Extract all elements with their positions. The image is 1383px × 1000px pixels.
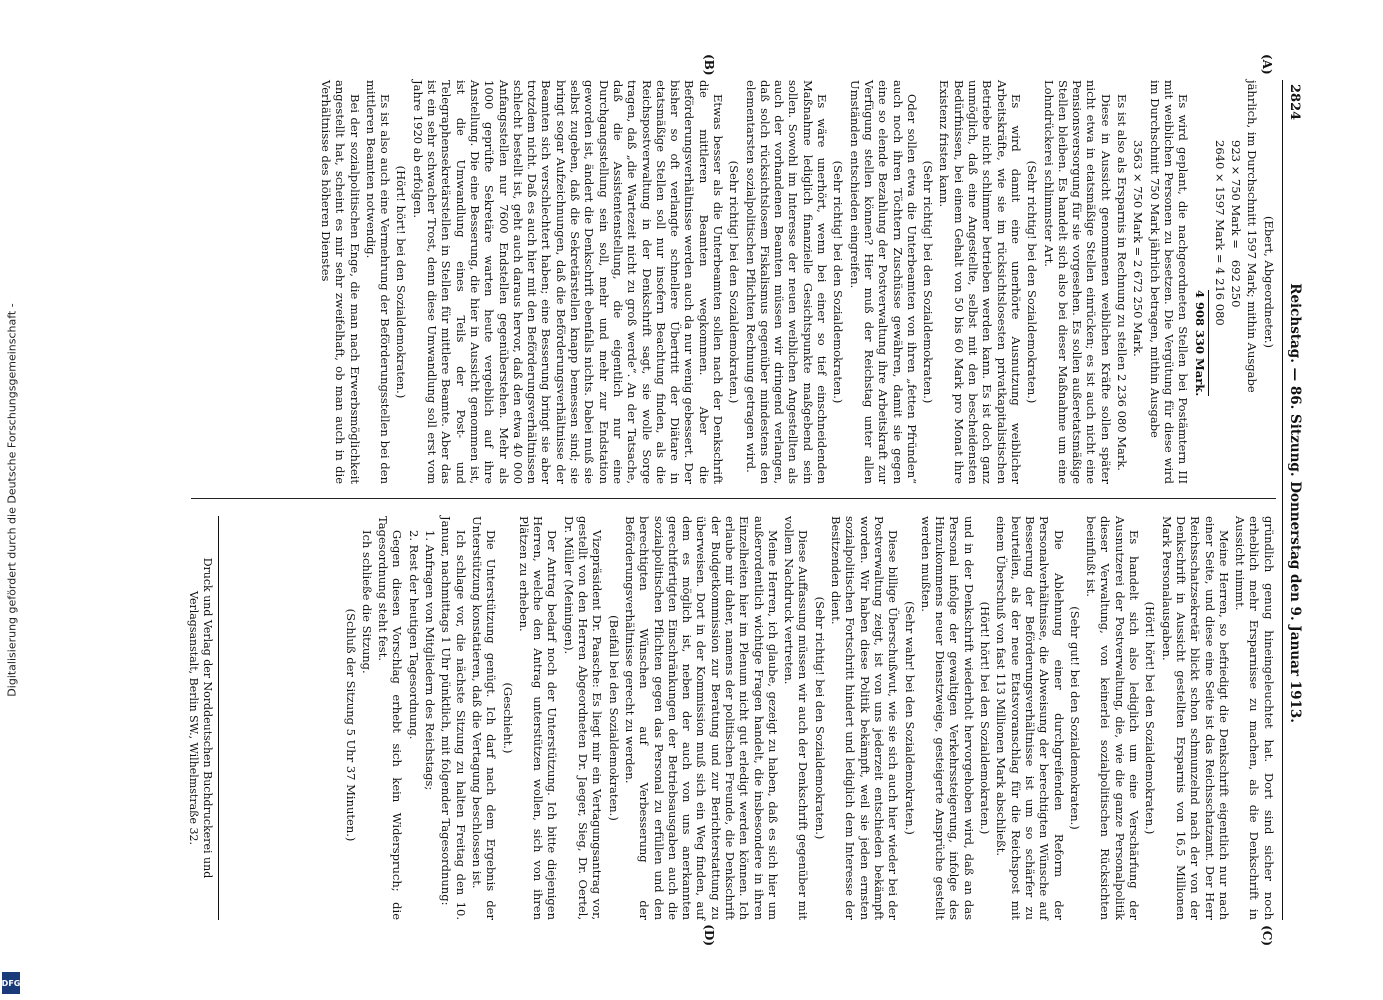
page-number: 2824 (1287, 84, 1302, 121)
paragraph: Es ist also auch eine Vermehrung der Beförderungsstellen bei den mittleren Beamten notwendig. (363, 80, 393, 484)
calculation-line: 3563 × 750 Mark = 2 672 250 Mark. (1131, 140, 1146, 357)
interjection: (Sehr richtig! bei den Sozialdemokraten.) (727, 160, 742, 404)
dfg-logo: DFG (2, 972, 20, 994)
right-column (186, 516, 1276, 920)
paragraph: Es handelt sich also lediglich um eine Verschärfung der Ausnutzerei der Postverwaltung, die, wie die ganze Personalpolitik dieser Verwaltung, von keinerlei sozialpolitischen Rücksichten beeinflußt ist. (1084, 516, 1142, 920)
calculation-total: 4 908 330 Mark. (1192, 290, 1207, 397)
margin-marker-a: (A) (1259, 54, 1274, 75)
interjection: (Sehr gut! bei den Sozialdemokraten.) (1067, 606, 1082, 830)
paragraph: Ich schlage vor, die nächste Sitzung zu halten Freitag den 10. Januar, nachmittags 1 Uhr pünktlich, mit folgender Tagesordnung: (439, 516, 468, 920)
margin-marker-d: (D) (701, 924, 716, 946)
paragraph: jährlich, im Durchschnitt 1597 Mark; mithin Ausgabe (1245, 80, 1260, 393)
column-divider (191, 498, 1276, 499)
paragraph: Ich schließe die Sitzung. (359, 530, 374, 674)
paragraph: Meine Herren, ich glaube, gezeigt zu haben, daß es sich hier um außerordentlich wichtige Fragen handelt, die insbesondere in ihren Einzelheiten hier im Plenum nicht gut erledigt werden können. Ich erlaube mir daher, namens der politischen Freunde, die Denkschrift der Budgetkommission zur Beratung und zur Berichterstattung zu überweisen. Dort in der Kommission muß sich ein Weg finden, auf dem es möglich ist, neben der auch von uns anerkannten gerechtfertigten Einschränkungen der Betriebsausgaben auch die sozialpolitischen Pflichten gegen das Personal zu erfüllen und den berechtigten Wünschen auf Verbesserung der Beförderungsverhältnisse gerecht zu werden. (622, 516, 780, 920)
interjection: (Sehr richtig! bei den Sozialdemokraten.) (831, 160, 846, 404)
digitization-note (0, 0, 24, 1000)
paragraph: Gegen diesen Vorschlag erhebt sich kein Widerspruch; die Tagesordnung steht fest. (376, 516, 405, 920)
page-header (1282, 80, 1302, 920)
paragraph: Diese in Aussicht genommenen weiblichen Kräfte sollen später nicht etwa in etatsmäßige Stellen einrücken; es ist auch nicht eine Pensionsversorgung für sie vorgesehen. Es sollen außeretatsmäßige Stellen bleiben. Es handelt sich also bei dieser Maßnahme um eine Lohndrückerei schlimmster Art. (1041, 80, 1113, 484)
paragraph: gründlich genug hineingeleuchtet hat. Dort sind sicher noch erheblich mehr Ersparnisse zu machen, als die Denkschrift in Aussicht nimmt. (1233, 516, 1276, 920)
paragraph: und in der Denkschrift wiederholt hervorgehoben wird, daß an das Personal infolge der gewaltigen Verkehrssteigerung, infolge des Hinzukommens neuer Dienstzweige, gesteigerte Ansprüche gestellt werden mußten. (918, 516, 976, 920)
page-title: Reichstag. — 86. Sitzung. Donnerstag den 9. Januar 1913. (1287, 283, 1303, 723)
paragraph: Die Ablehnung einer durchgreifenden Reform der Personalverhältnisse, die Abweisung der berechtigten Wünsche auf Besserung der Beförderungsverhältnisse ist um so schärfer zu beurteilen, als der neue Etatsvoranschlag für die Reichspost mit einem Überschuß von fast 113 Millionen Mark abschließt. (994, 516, 1066, 920)
rotated-page (82, 54, 1303, 946)
session-end: (Schluß der Sitzung 5 Uhr 37 Minuten.) (343, 608, 358, 842)
interjection: (Sehr richtig! bei den Sozialdemokraten.) (1025, 160, 1040, 404)
paragraph: Es wird damit eine unerhörte Ausnutzung weiblicher Arbeitskräfte, wie sie im rücksichtslosesten privatkapitalistischen Betriebe nicht schlimmer betrieben werden kann. Es ist doch ganz unmöglich, daß eine Angestellte, selbst mit den bescheidensten Bedürfnissen, bei einem Gehalt von 50 bis 60 Mark pro Monat ihre Existenz fristen kann. (937, 80, 1023, 484)
speaker-note: (Ebert, Abgeordneter.) (1261, 215, 1276, 349)
paragraph: Es ist also als Ersparnis in Rechnung zu stellen 2 236 080 Mark. (1115, 94, 1130, 471)
paragraph: Es wäre unerhört, wenn bei einer so tief einschneidenden Maßnahme lediglich finanzielle Gesichtspunkte maßgebend sein sollen. Sowohl im Interesse der neuen weiblichen Angestellten als auch der vorhandenen Beamten müssen wir dringend verlangen, daß solch rücksichtslosem Fiskalismus gegenüber mindestens den elementarsten sozialpolitischen Pflichten Rechnung getragen wird. (743, 80, 830, 484)
paragraph: Es wird geplant, die nachgeordneten Stellen bei Postämtern III mit weiblichen Personen zu besetzen. Die Vergütung für diese wird im Durchschnitt 750 Mark jährlich betragen, mithin Ausgabe (1147, 80, 1191, 484)
paragraph: Die Unterstützung genügt. Ich darf nach dem Ergebnis der Unterstützung konstatieren, daß die Vertagung beschlossen ist. (469, 516, 499, 920)
margin-marker-b: (B) (701, 54, 716, 76)
interjection: (Hört! hört! bei den Sozialdemokraten.) (1143, 601, 1158, 835)
paragraph: Etwas besser als die Unterbeamten sollen nach der Denkschrift die mittleren Beamten wegkommen. Aber die Beförderungsverhältnisse werden auch da nur wenig gebessert. Der bisher so oft verlangte schnellere Übertritt der Diätare in etatsmäßige Stellen soll nur insofern Beachtung finden, als die Reichspostverwaltung in der Denkschrift sagt, sie wolle Sorge tragen, daß „die Wartezeit nicht zu groß werde“. An der Tatsache, daß die Assistentenstellung, die eigentlich nur eine Durchgangsstellung sein soll, mehr und mehr zur Endstation geworden ist, ändert die Denkschrift ebenfalls nichts. Dabei muß sie selbst zugeben, daß die Sekretärstellen knapp bemessen sind; sie bringt sogar Aufzeichnungen, daß die Beförderungsverhältnisse der Beamten sich verschlechtert haben; eine Besserung bringt sie aber trotzdem nicht. Daß es auch hier mit den Beförderungsverhältnissen schlecht bestellt ist, geht auch daraus hervor, daß den etwa 40 000 Anfangsstellen nur 7600 Endstellen gegenüberstehen. Mehr als 1000 geprüfte Sekretäre warten heute vergeblich auf ihre Anstellung. Die eine Besserung, die hier in Aussicht genommen ist, ist die Umwandlung eines Teils der Post- und Telegraphensekretärstellen in Stellen für mittlere Beamte. Aber das ist ein sehr schwacher Trost, denn diese Umwandlung soll erst vom Jahre 1920 ab erfolgen. (410, 80, 726, 484)
paragraph: Meine Herren, so befriedigt die Denkschrift eigentlich nur nach einer Seite, und diese eine Seite ist das Reichsschatzamt. Der Herr Reichsschatzsekretär blickt schon schmunzelnd nach der von der Denkschrift in Aussicht gestellten Ersparnis von 16,5 Millionen Mark Personalausgaben. (1159, 516, 1231, 920)
printer-imprint: Druck und Verlag der Norddeutschen Buchdruckerei und Verlagsanstalt, Berlin SW., Wilhelmstraße 32. (186, 516, 220, 920)
text-columns (186, 54, 1276, 946)
interjection: (Sehr richtig! bei den Sozialdemokraten.) (921, 160, 936, 404)
paragraph: Der Antrag bedarf noch der Unterstützung. Ich bitte diejenigen Herren, welche den Antrag unterstützen wollen, sich von ihren Plätzen zu erheben. (516, 516, 560, 920)
paragraph: Diese billige Überschußwut, wie sie sich auch hier wieder bei der Postverwaltung zeigt, ist von uns jederzeit entschieden bekämpft worden. Wir haben diese Politik bekämpft, weil sie jeden ernsten sozialpolitischen Fortschritt hindert und lediglich dem Interesse der Besitzenden dient. (829, 516, 901, 920)
margin-marker-c: (C) (1259, 925, 1274, 946)
interjection: (Hört! hört! bei den Sozialdemokraten.) (978, 601, 993, 835)
agenda-item: 1. Anfragen von Mitgliedern des Reichstags; (423, 530, 438, 791)
agenda-item: 2. Rest der heutigen Tagesordnung. (406, 530, 421, 740)
paragraph: Bei der sozialpolitischen Enge, die man nach Erwerbsmöglichkeit angestellt hat, scheint es mir sehr zweifelhaft, ob man auch in die Verhältnisse des höheren Dienstes (319, 80, 362, 484)
interjection: (Hört! hört! bei den Sozialdemokraten.) (394, 165, 409, 399)
calculation-line: 2640 × 1597 Mark = 4 216 080 (1212, 140, 1227, 326)
interjection: (Sehr wahr! bei den Sozialdemokraten.) (902, 601, 917, 835)
paragraph: Vizepräsident Dr. Paasche: Es liegt mir ein Vertagungsantrag vor, gestellt von den Herren Abgeordneten Dr. Jaeger, Sieg, Dr. Oertel, Dr. Müller (Meiningen). (561, 516, 605, 920)
paragraph: Diese Auffassung müssen wir auch der Denkschrift gegenüber mit vollem Nachdruck vertreten. (782, 516, 811, 920)
interjection: (Sehr richtig! bei den Sozialdemokraten.) (812, 596, 827, 840)
interjection: (Beifall bei den Sozialdemokraten.) (606, 615, 621, 821)
page-wrapper (82, 54, 1303, 946)
digitization-note-text: Digitalisierung gefördert durch die Deutsche Forschungsgemeinschaft - (5, 303, 19, 697)
calculation-line: 923 × 750 Mark = 692 250 (1229, 140, 1244, 308)
left-column (186, 80, 1276, 484)
paragraph: Oder sollen etwa die Unterbeamten von ihren „fetten Pfründen“ auch noch ihren Töchtern Zuschüsse gewähren, damit sie gegen eine so elende Bezahlung der Postverwaltung ihre Arbeitskraft zur Verfügung stellen können? Hier muß der Reichstag unter allen Umständen entschieden eingreifen. (847, 80, 919, 484)
interjection: (Geschieht.) (500, 682, 515, 754)
